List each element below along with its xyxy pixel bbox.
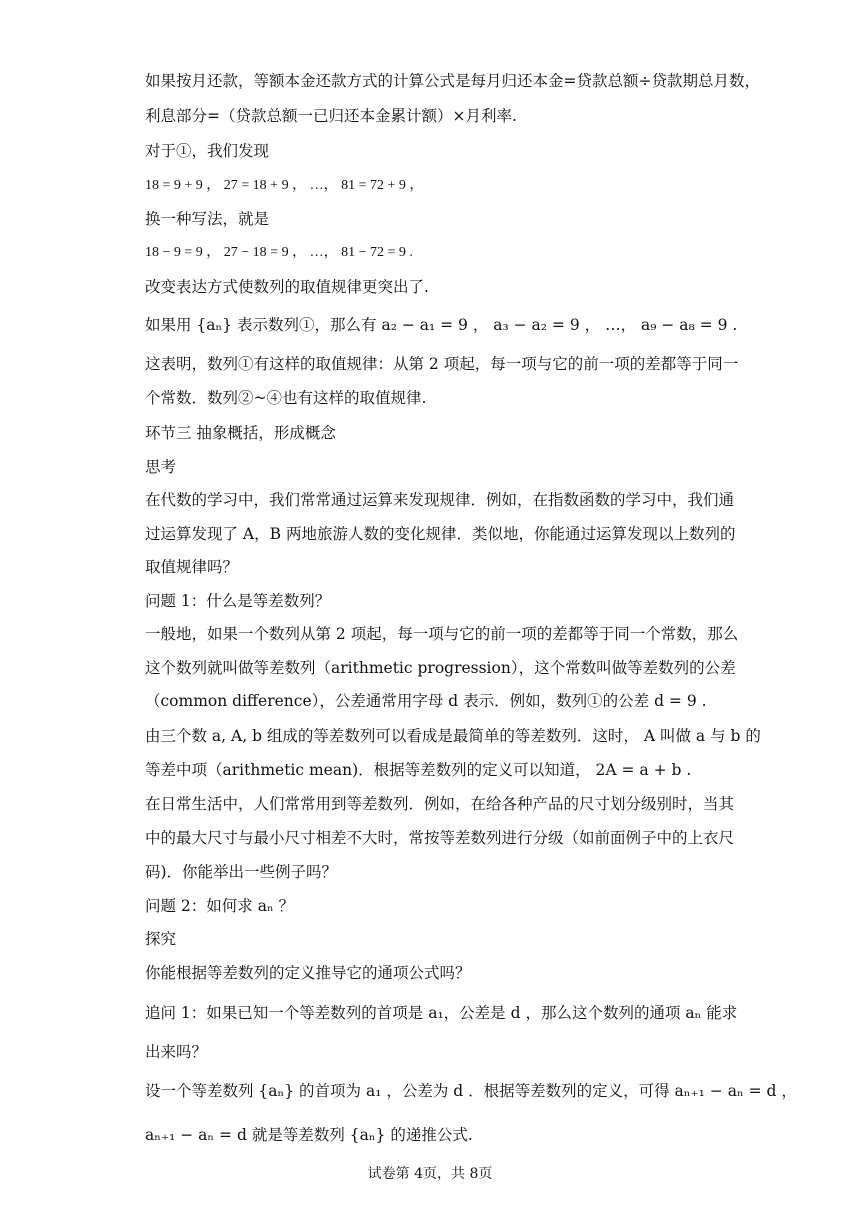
text-line: 过运算发现了 A，B 两地旅游人数的变化规律．类似地，你能通过运算发现以上数列的 xyxy=(145,525,736,543)
text-line: 取值规律吗？ xyxy=(145,558,239,576)
text-line: 中的最大尺寸与最小尺寸相差不大时，常按等差数列进行分级（如前面例子中的上衣尺 xyxy=(145,829,735,847)
text-line: 你能根据等差数列的定义推导它的通项公式吗？ xyxy=(145,964,471,982)
text-line: 改变表达方式使数列的取值规律更突出了. xyxy=(145,278,429,296)
text-line: 在代数的学习中，我们常常通过运算来发现规律．例如，在指数函数的学习中，我们通 xyxy=(145,491,735,509)
text-line: 出来吗？ xyxy=(145,1043,208,1061)
text-line: 一般地，如果一个数列从第 2 项起，每一项与它的前一项的差都等于同一个常数，那么 xyxy=(145,625,739,643)
text-line: 思考 xyxy=(145,458,177,476)
page-footer: 试卷第 4页，共 8页 xyxy=(367,1166,493,1182)
equation-line: 18 = 9 + 9 ， 27 = 18 + 9 ， …， 81 = 72 + 9 ， xyxy=(145,178,424,193)
question-heading: 问题 2：如何求 aₙ ？ xyxy=(145,897,295,915)
text-line: 码)．你能举出一些例子吗？ xyxy=(145,863,338,881)
text-line: （common difference），公差通常用字母 d 表示．例如，数列①的公差 d = 9 . xyxy=(145,692,707,710)
text-line: 追问 1：如果已知一个等差数列的首项是 a₁，公差是 d ，那么这个数列的通项 aₙ 能求 xyxy=(145,1004,738,1022)
text-line: 换一种写法，就是 xyxy=(145,210,270,228)
question-heading: 问题 1：什么是等差数列？ xyxy=(145,592,331,610)
text-line: 设一个等差数列 {aₙ} 的首项为 a₁ ，公差为 d ．根据等差数列的定义，可得 aₙ₊₁ − aₙ = d ， xyxy=(145,1082,797,1100)
text-line: 探究 xyxy=(145,930,177,948)
text-line: aₙ₊₁ − aₙ = d 就是等差数列 {aₙ} 的递推公式. xyxy=(145,1126,473,1144)
equation-line: 18 − 9 = 9 ， 27 − 18 = 9 ， …， 81 − 72 = 9 . xyxy=(145,245,413,260)
text-line: 等差中项（arithmetic mean)．根据等差数列的定义可以知道， 2A = a + b . xyxy=(145,761,692,779)
section-heading: 环节三 抽象概括，形成概念 xyxy=(145,424,336,442)
text-line: 个常数．数列②~④也有这样的取值规律. xyxy=(145,389,427,407)
text-line: 这表明，数列①有这样的取值规律：从第 2 项起，每一项与它的前一项的差都等于同一 xyxy=(145,355,739,373)
text-line: 如果按月还款，等额本金还款方式的计算公式是每月归还本金=贷款总额÷贷款期总月数， xyxy=(145,72,760,90)
text-line: 对于①，我们发现 xyxy=(145,142,270,160)
text-line: 利息部分=（贷款总额一已归还本金累计额）×月利率. xyxy=(145,107,517,125)
text-line: 在日常生活中，人们常常用到等差数列．例如，在给各种产品的尺寸划分级别时，当其 xyxy=(145,795,735,813)
text-line: 这个数列就叫做等差数列（arithmetic progression），这个常数叫做等差数列的公差 xyxy=(145,659,736,677)
text-line: 如果用 {aₙ} 表示数列①，那么有 a₂ − a₁ = 9 ， a₃ − a₂ = 9 ， …， a₉ − a₈ = 9 . xyxy=(145,316,738,334)
text-line: 由三个数 a, A, b 组成的等差数列可以看成是最简单的等差数列．这时， A 叫做 a 与 b 的 xyxy=(145,727,761,745)
